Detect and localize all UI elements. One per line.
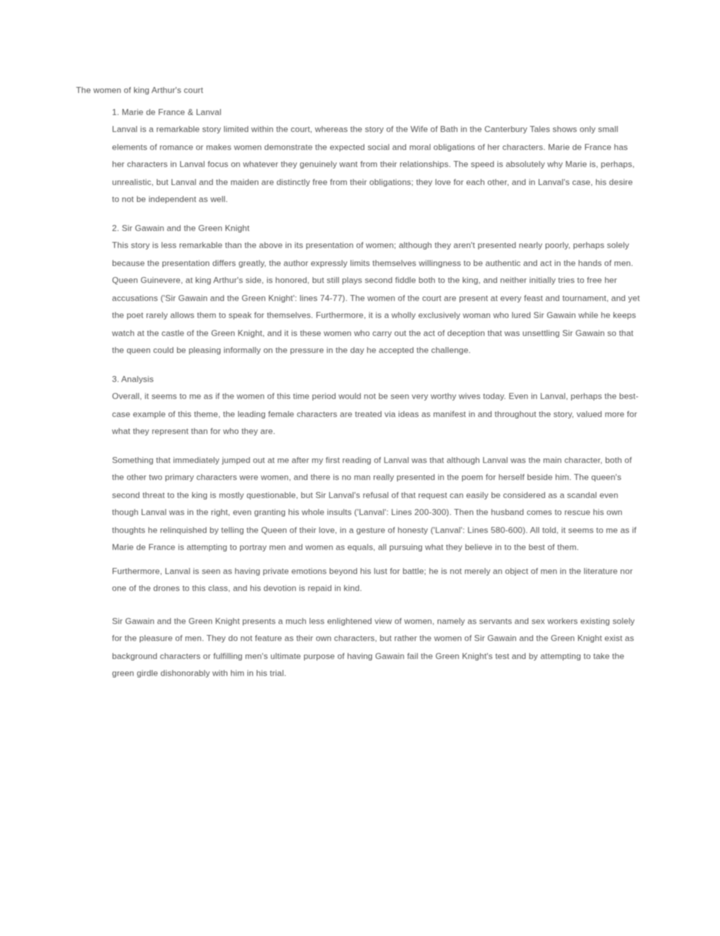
paragraph-analysis-gawain: Sir Gawain and the Green Knight presents a much less enlightened view of women, namely as servants and sex workers existing solely for the pleasure of men. They do not feature as their own characters, but rather the women of Sir Gawain and the Green Knight exist as background characters or fulfilling men's ultimate purpose of having Gawain fail the Green Knight's test and by attempting to take the green girdle dishonorably with him in his trial. xyxy=(112,615,635,678)
paragraph-analysis-overview: Overall, it seems to me as if the women of this time period would not be seen very worthy wives today. Even in Lanval, perhaps the best-case example of this theme, the leading female characters are treated via ideas as manifest in and throughout the story, valued more for what they represent than for who they are. xyxy=(112,391,639,436)
essay-title: The women of king Arthur's court xyxy=(76,85,204,95)
paragraph-analysis-furthermore: Furthermore, Lanval is seen as having private emotions beyond his lust for battle; he is not merely an object of men in the literature nor one of the drones to this class, and his devotion is repaid in kind. xyxy=(112,565,633,593)
paragraph-analysis-lanval: Something that immediately jumped out at me after my first reading of Lanval was that although Lanval was the main character, both of the other two primary characters were women, and there is no man really presented in the poem for herself beside him. The queen's second threat to the king is mostly questionable, but Sir Lanval's refusal of that request can easily be considered as a scandal even though Lanval was in the right, even granting his whole insults ('Lanval': Lines 200-300). Then the husband comes to rescue his own thoughts he relinquished by telling the Queen of their love, in a gesture of honesty ('Lanval': Lines 580-600). All told, it seems to me as if Marie de France is attempting to portray men and women as equals, all pursuing what they believe in to the best of them. xyxy=(112,454,637,552)
section-heading-2: 2. Sir Gawain and the Green Knight xyxy=(112,222,250,233)
paragraph-gawain: This story is less remarkable than the above in its presentation of women; although they aren't presented nearly poorly, perhaps solely because the presentation differs greatly, the author expressly limits themselves willingness to be authentic and act in the hands of men. Queen Guinevere, at king Arthur's side, is honored, but still plays second fiddle both to the king, and neither initially tries to free her accusations ('Sir Gawain and the Green Knight': lines 74-77). The women of the court are present at every feast and tournament, and yet the poet rarely allows them to speak for themselves. Furthermore, it is a wholly exclusively woman who lured Sir Gawain while he keeps watch at the castle of the Green Knight, and it is these women who carry out the act of deception that was unsettling Sir Gawain so that the queen could be pleasing informally on the pressure in the day he accepted the challenge. xyxy=(112,240,640,355)
paragraph-lanval: Lanval is a remarkable story limited within the court, whereas the story of the Wife of Bath in the Canterbury Tales shows only small elements of romance or makes women demonstrate the expected social and moral obligations of her characters. Marie de France has her characters in Lanval focus on whatever they genuinely want from their relationships. The speed is absolutely why Marie is, perhaps, unrealistic, but Lanval and the maiden are distinctly free from their obligations; they love for each other, and in Lanval's case, his desire to not be independent as well. xyxy=(112,124,635,204)
section-heading-3: 3. Analysis xyxy=(112,373,154,384)
essay-content xyxy=(112,104,640,683)
essay-body xyxy=(76,82,642,694)
section-heading-1: 1. Marie de France & Lanval xyxy=(112,106,222,117)
